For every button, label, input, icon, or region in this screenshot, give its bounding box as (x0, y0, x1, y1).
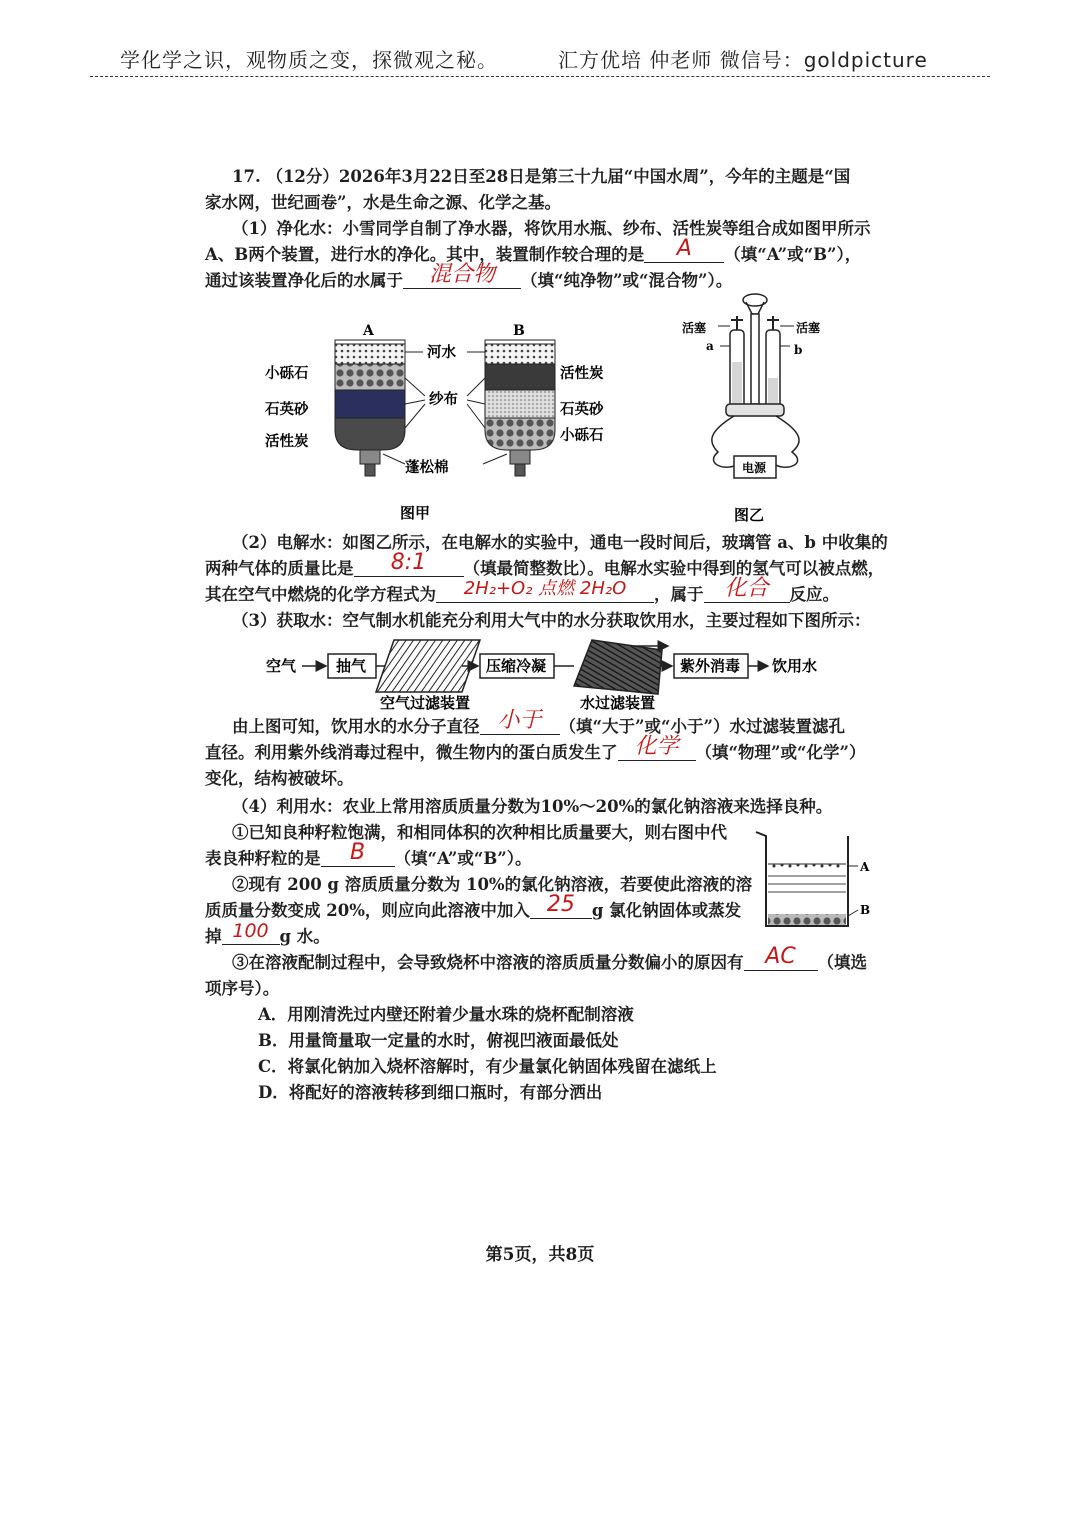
flow-water-filter: 水过滤装置 (580, 694, 656, 712)
answer-device-blank (644, 236, 724, 263)
answer-nacl-mass-blank (530, 892, 592, 919)
answer-nacl-mass: 25 (546, 892, 575, 917)
option-c: C．将氯化钠加入烧杯溶解时，有少量氯化钠固体残留在滤纸上 (258, 1057, 717, 1076)
part3-line1: （3）获取水：空气制水机能充分利用大气中的水分获取饮用水，主要过程如下图所示： (232, 611, 871, 630)
answer-device: A (676, 236, 692, 261)
bottle-a (335, 340, 405, 476)
figure-jia-filters (255, 318, 615, 528)
answer-reaction-type: 化合 (724, 576, 769, 601)
label-river-water: 河水 (427, 344, 456, 361)
flow-air: 空气 (266, 657, 297, 675)
option-d: D．将配好的溶液转移到细口瓶时，有部分洒出 (258, 1083, 603, 1102)
header-contact: 汇方优培 仲老师 微信号：goldpicture (558, 48, 928, 72)
part3-line2: 由上图可知，饮用水的水分子直径 小于 （填“大于”或“小于”）水过滤装置滤孔 (232, 708, 845, 736)
flow-air-filter: 空气过滤装置 (380, 694, 471, 712)
beaker-label-b: B (860, 903, 871, 917)
answer-reaction-type-blank (704, 576, 790, 603)
part2-line3: 其在空气中燃烧的化学方程式为 2H₂+O₂ 点燃 2H₂O ，属于 化合 反应。 (205, 576, 839, 604)
answer-diameter-blank (480, 708, 560, 735)
page-number: 第5页，共8页 (485, 1245, 595, 1265)
part4-sub3-line2: 项序号）。 (205, 979, 280, 998)
figure-yi-caption: 图乙 (734, 506, 765, 524)
part4-line1: （4）利用水：农业上常用溶质质量分数为10%～20%的氯化钠溶液来选择良种。 (232, 797, 833, 816)
part1-line2: A、B两个装置，进行水的净化。其中，装置制作较合理的是 A （填“A”或“B”）， (205, 236, 862, 264)
label-cotton: 蓬松棉 (405, 459, 449, 476)
answer-seed: B (349, 840, 366, 865)
label-gauze: 纱布 (429, 391, 458, 408)
part4-sub1-line1: ①已知良种籽粒饱满，和相同体积的次种相比质量要大，则右图中代 (232, 823, 727, 842)
tube-a-label: a (706, 339, 714, 353)
flow-condense: 压缩冷凝 (486, 657, 547, 675)
answer-seed-blank (321, 840, 395, 867)
answer-evap-mass: 100 (232, 920, 269, 942)
air-water-maker-flowchart (262, 636, 832, 712)
question-intro-line1: 17. （12分）2026年3月22日至28日是第三十九届“中国水周”，今年的主题是“国 (232, 167, 851, 186)
answer-evap-mass-blank (222, 920, 280, 945)
answer-reasons-blank (744, 944, 818, 971)
flow-drinking-water: 饮用水 (772, 657, 818, 675)
header-motto: 学化学之识，观物质之变，探微观之秘。 (120, 48, 498, 72)
answer-water-type-blank (403, 262, 521, 289)
answer-reasons: AC (765, 944, 796, 969)
answer-equation: 2H₂+O₂ 点燃 2H₂O (463, 578, 627, 599)
part4-sub3-line1: ③在溶液配制过程中，会导致烧杯中溶液的溶质质量分数偏小的原因有 AC （填选 (232, 944, 867, 972)
label-carbon-left: 活性炭 (265, 433, 309, 450)
part4-sub1-line2: 表良种籽粒的是 B （填“A”或“B”）。 (205, 840, 532, 868)
option-b: B．用量筒量取一定量的水时，俯视凹液面最低处 (258, 1031, 619, 1050)
figure-jia-caption: 图甲 (400, 504, 431, 522)
beaker-seeds-figure (752, 826, 882, 936)
label-sand-left: 石英砂 (265, 401, 309, 418)
tube-b-label: b (794, 343, 803, 357)
answer-mass-ratio: 8:1 (390, 550, 427, 575)
bottle-b-label: B (513, 323, 525, 339)
figure-yi-electrolysis (668, 292, 838, 528)
answer-change: 化学 (634, 734, 679, 759)
part2-line1: （2）电解水：如图乙所示，在电解水的实验中，通电一段时间后，玻璃管 a、b 中收集的 (232, 533, 888, 552)
part3-line3: 直径。利用紫外线消毒过程中，微生物内的蛋白质发生了 化学 （填“物理”或“化学”） (205, 734, 866, 762)
flow-uv: 紫外消毒 (680, 657, 741, 675)
part1-line1: （1）净化水：小雪同学自制了净水器，将饮用水瓶、纱布、活性炭等组合成如图甲所示 (232, 219, 871, 238)
answer-water-type: 混合物 (428, 262, 495, 287)
bottle-a-label: A (363, 323, 374, 339)
header-divider (90, 76, 990, 77)
question-intro-line2: 家水网，世纪画卷”，水是生命之源、化学之基。 (205, 193, 561, 212)
part4-sub2-line3: 掉 100 g 水。 (205, 920, 330, 946)
bottle-b (485, 340, 555, 476)
label-gravel-left: 小砾石 (265, 365, 309, 382)
label-sand-right: 石英砂 (560, 401, 604, 418)
option-a: A．用刚清洗过内壁还附着少量水珠的烧杯配制溶液 (258, 1005, 634, 1024)
label-gravel-right: 小砾石 (560, 427, 604, 444)
part1-line3: 通过该装置净化后的水属于 混合物 （填“纯净物”或“混合物”）。 (205, 262, 733, 290)
power-source-label: 电源 (742, 461, 767, 475)
valve-right-label: 活塞 (796, 321, 821, 335)
label-carbon-right: 活性炭 (560, 365, 604, 382)
part4-sub2-line2: 质质量分数变成 20%，则应向此溶液中加入 25 g 氯化钠固体或蒸发 (205, 892, 742, 920)
answer-equation-blank (436, 578, 654, 603)
flow-pump: 抽气 (336, 657, 367, 675)
answer-mass-ratio-blank (354, 550, 464, 577)
part3-line4: 变化，结构被破坏。 (205, 769, 354, 788)
valve-left-label: 活塞 (682, 321, 707, 335)
answer-diameter: 小于 (497, 708, 542, 733)
beaker-label-a: A (860, 860, 870, 874)
answer-change-blank (618, 734, 696, 761)
part2-line2: 两种气体的质量比是 8:1 （填最简整数比）。电解水实验中得到的氢气可以被点燃， (205, 550, 885, 578)
part4-sub2-line1: ②现有 200 g 溶质质量分数为 10%的氯化钠溶液，若要使此溶液的溶 (232, 875, 753, 894)
page-header (120, 44, 928, 73)
